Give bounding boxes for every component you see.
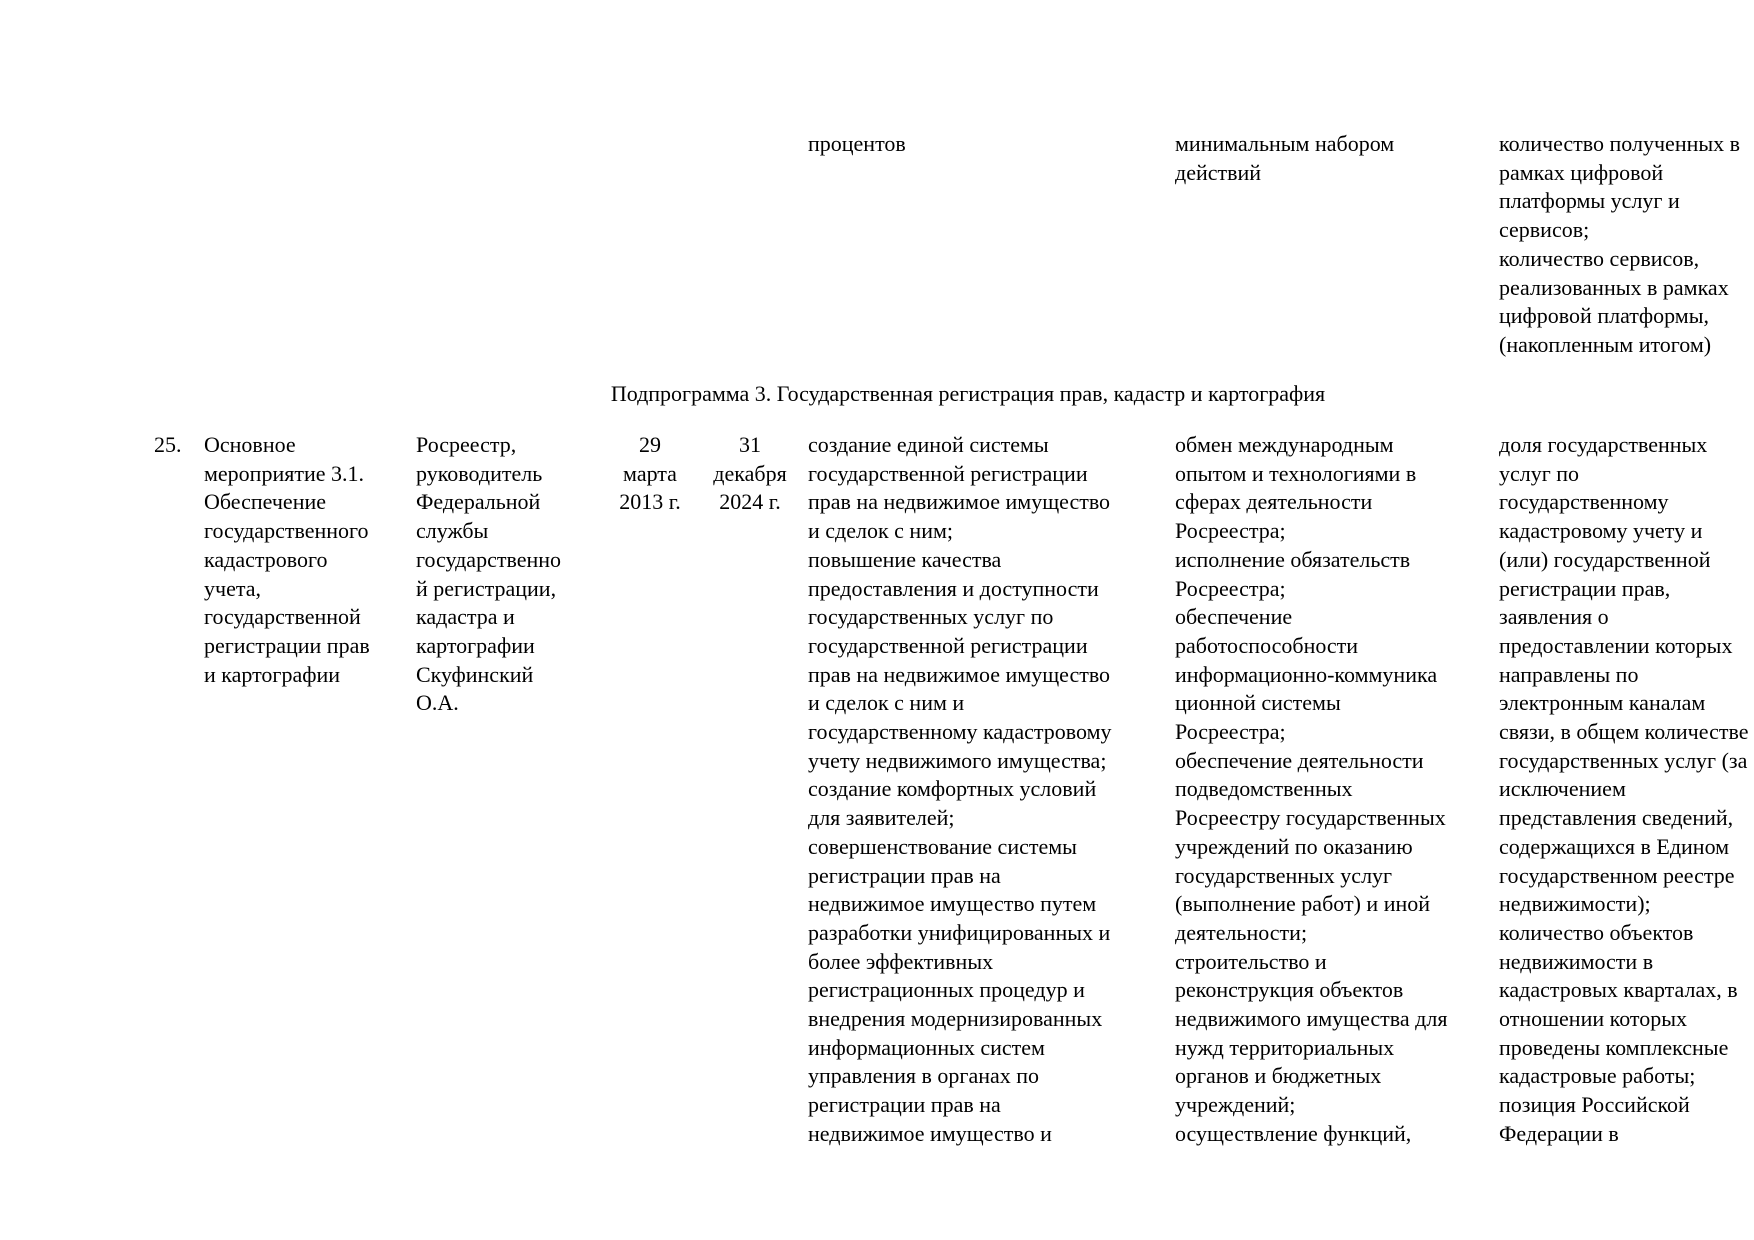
subprogram-heading: Подпрограмма 3. Государственная регистрация прав, кадастр и картография <box>610 381 1326 406</box>
continuation-activities-cell: минимальным набором действий <box>1175 131 1395 185</box>
activity-name-cell: Основное мероприятие 3.1. Обеспечение государственного кадастрового учета, государственной регистрации прав и картографии <box>204 432 370 687</box>
continuation-indicators-cell: количество полученных в рамках цифровой платформы услуг и сервисов; количество сервисов, реализованных в рамках цифровой платформы, (накопленным итогом) <box>1499 131 1741 357</box>
indicators-cell: доля государственных услуг по государственному кадастровому учету и (или) государственной регистрации прав, заявления о предоставлении которых направлены по электронным каналам связи, в общем количестве государственных услуг (за исключением представления сведений, содержащихся в Едином государственном реестре недвижимости); количество объектов недвижимости в кадастровых кварталах, в отношении которых проведены комплексные кадастровые работы; позиция Российской Федерации в <box>1499 432 1749 1146</box>
continuation-result-cell: процентов <box>808 131 906 156</box>
expected-result-cell: создание единой системы государственной регистрации прав на недвижимое имущество и сделок с ним; повышение качества предоставления и доступности государственных услуг по государственной регистрации прав на недвижимое имущество и сделок с ним и государственному кадастровому учету недвижимого имущества; создание комфортных условий для заявителей; совершенствование системы регистрации прав на недвижимое имущество путем разработки унифицированных и более эффективных регистрационных процедур и внедрения модернизированных информационных систем управления в органах по регистрации прав на недвижимое имущество и <box>808 432 1112 1146</box>
responsible-cell: Росреестр, руководитель Федеральной службы государственно й регистрации, кадастра и картографии Скуфинский О.А. <box>416 432 562 716</box>
row-number: 25. <box>154 432 182 457</box>
start-date-cell: 29 марта 2013 г. <box>619 432 681 515</box>
main-activities-cell: обмен международным опытом и технологиями в сферах деятельности Росреестра; исполнение обязательств Росреестра; обеспечение работоспособности информационно-коммуника ционной системы Росреестра; обеспечение деятельности подведомственных Росреестру государственных учреждений по оказанию государственных услуг (выполнение работ) и иной деятельности; строительство и реконструкция объектов недвижимого имущества для нужд территориальных органов и бюджетных учреждений; осуществление функций, <box>1175 432 1448 1146</box>
end-date-cell: 31 декабря 2024 г. <box>713 432 787 515</box>
